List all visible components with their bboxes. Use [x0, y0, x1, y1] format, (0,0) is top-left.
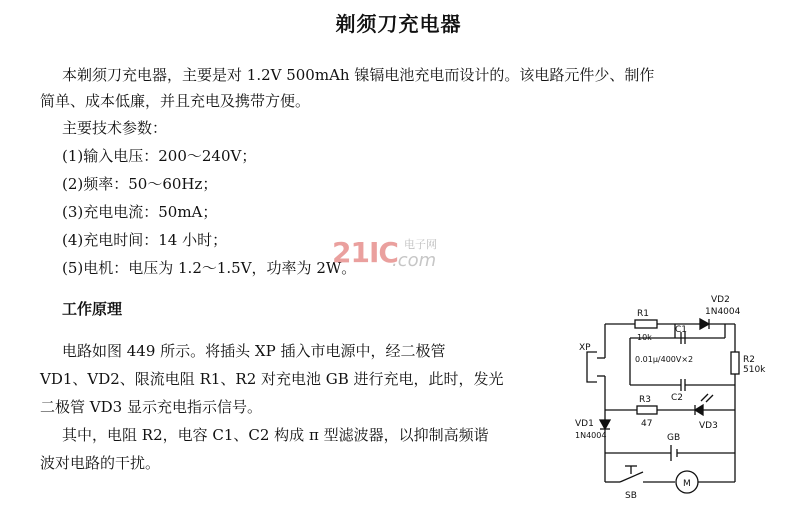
label-r3-value: 47 — [641, 419, 653, 429]
param-item: (1)输入电压：200～240V； — [62, 147, 257, 165]
label-vd2-part: 1N4004 — [705, 307, 741, 317]
label-c1: C1 — [675, 325, 688, 335]
label-xp: XP — [579, 343, 591, 353]
watermark-subtitle: 电子网 — [404, 238, 437, 251]
watermark-logo: 21IC — [332, 236, 398, 269]
label-r1-value: 10k — [637, 333, 652, 342]
label-cap-value: 0.01μ/400V×2 — [635, 355, 694, 364]
page-title: 剃须刀充电器 — [335, 12, 462, 36]
label-sb: SB — [625, 491, 637, 501]
principle-line-5: 波对电路的干扰。 — [40, 454, 161, 472]
circuit-diagram — [575, 290, 795, 505]
label-vd2: VD2 — [711, 295, 730, 305]
label-vd1: VD1 — [575, 419, 594, 429]
label-r1: R1 — [637, 309, 649, 319]
label-c2: C2 — [671, 393, 684, 403]
label-vd1-part: 1N4004 — [575, 431, 607, 440]
params-heading: 主要技术参数： — [62, 119, 168, 137]
section-heading: 工作原理 — [62, 300, 123, 318]
watermark-domain: .com — [392, 250, 437, 271]
site-watermark — [332, 236, 472, 276]
principle-line-2: VD1、VD2、限流电阻 R1、R2 对充电池 GB 进行充电，此时，发光 — [40, 370, 504, 388]
r3-resistor — [637, 406, 657, 414]
principle-line-3: 二极管 VD3 显示充电指示信号。 — [40, 398, 262, 416]
label-motor: M — [683, 479, 691, 489]
param-item: (3)充电电流：50mA； — [62, 203, 218, 221]
label-gb: GB — [667, 433, 681, 443]
principle-line-4: 其中，电阻 R2，电容 C1、C2 构成 π 型滤波器，以抑制高频谐 — [62, 426, 489, 444]
param-item: (2)频率：50～60Hz； — [62, 175, 218, 193]
label-r2: R2 — [743, 355, 755, 365]
label-r2-value: 510k — [743, 365, 766, 375]
param-item: (4)充电时间：14 小时； — [62, 231, 228, 249]
param-item: (5)电机：电压为 1.2～1.5V，功率为 2W。 — [62, 259, 357, 277]
label-vd3: VD3 — [699, 421, 718, 431]
principle-line-1: 电路如图 449 所示。将插头 XP 插入市电源中，经二极管 — [62, 342, 446, 360]
intro-line-2: 简单、成本低廉，并且充电及携带方便。 — [40, 92, 311, 110]
r1-resistor — [635, 320, 657, 328]
r2-resistor — [731, 352, 739, 374]
label-r3: R3 — [639, 395, 651, 405]
intro-line-1: 本剃须刀充电器，主要是对 1.2V 500mAh 镍镉电池充电而设计的。该电路元件少、制作 — [62, 66, 655, 84]
